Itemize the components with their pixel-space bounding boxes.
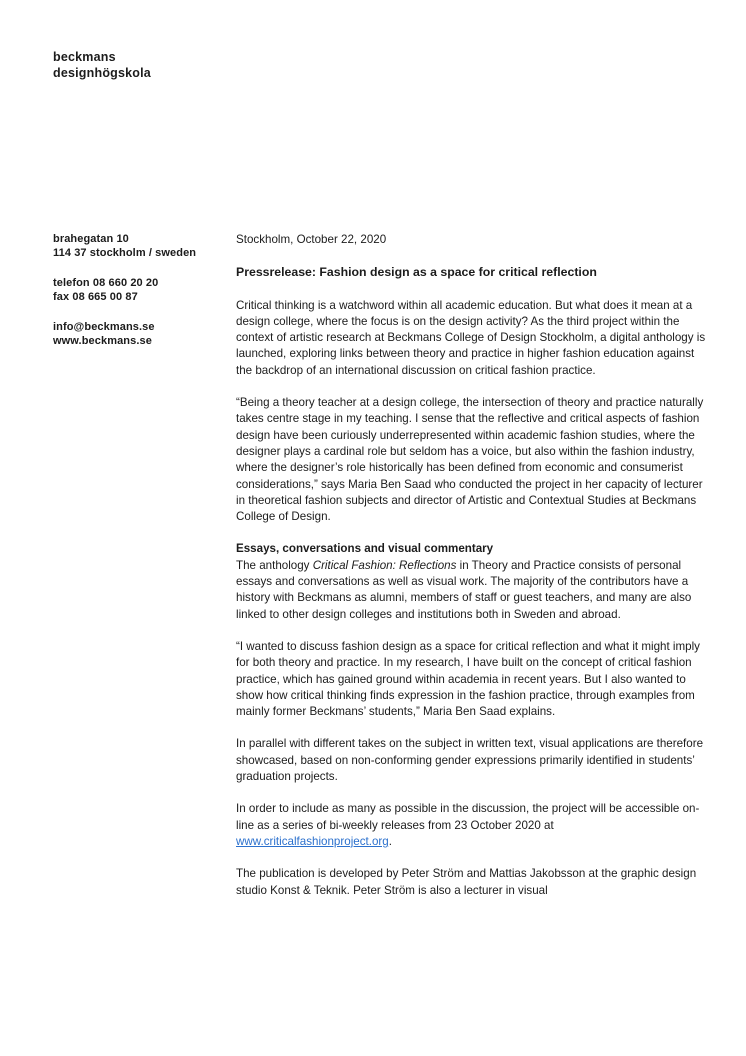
anthology-text-before: The anthology	[236, 558, 313, 572]
anthology-text-after: in Theory and Practice consists of personal essays and conversations as well as visual work. The majority of the contributors have a history with Beckmans as alumni, members of staff or guest teachers, and many are also linked to other design colleges and institutions both in Sweden and abroad.	[236, 558, 692, 621]
fax-number: fax 08 665 00 87	[53, 290, 138, 303]
press-release-body	[236, 232, 706, 915]
section-heading: Essays, conversations and visual commentary	[236, 542, 494, 556]
web-block	[53, 321, 223, 348]
website-address: www.beckmans.se	[53, 334, 152, 347]
paragraph-quote-1: “Being a theory teacher at a design college, the intersection of theory and practice naturally takes centre stage in my teaching. I sense that the reflective and critical aspects of fashion design have been curiously underrepresented within academic fashion studies, where the designer plays a cardinal role but seldom has a voice, but also within the fashion industry, where the designer’s role historically has been defined from economic and consumerist considerations,” says Maria Ben Saad who conducted the project in her capacity of lecturer in theoretical fashion subjects and director of Artistic and Contextual Studies at Beckmans College of Design.	[236, 396, 704, 524]
paragraph-publication: The publication is developed by Peter Ström and Mattias Jakobsson at the graphic design studio Konst & Teknik. Peter Ström is also a lecturer in visual	[236, 867, 697, 897]
paragraph-anthology	[236, 558, 706, 623]
release-text-before: In order to include as many as possible in the discussion, the project will be accessible on-line as a series of bi-weekly releases from 23 October 2020 at	[236, 802, 700, 832]
logo-line-1: beckmans	[53, 50, 116, 64]
critical-fashion-project-link[interactable]: www.criticalfashionproject.org	[236, 834, 389, 848]
dateline: Stockholm, October 22, 2020	[236, 233, 387, 246]
address-block	[53, 233, 223, 260]
press-release-title: Pressrelease: Fashion design as a space for critical reflection	[236, 265, 597, 280]
section-essays	[236, 541, 706, 622]
beckmans-logo	[53, 49, 151, 81]
paragraph-intro: Critical thinking is a watchword within all academic education. But what does it mean at a design college, where the focus is on the design activity? As the third project within the context of artistic research at Beckmans College of Design Stockholm, a digital anthology is launched, exploring links between theory and practice in higher fashion education against the backdrop of an international discussion on critical fashion practice.	[236, 298, 706, 377]
address-city: 114 37 stockholm / sweden	[53, 246, 197, 259]
release-text-after: .	[388, 834, 392, 848]
paragraph-quote-2: “I wanted to discuss fashion design as a space for critical reflection and what it might imply for both theory and practice. In my research, I have built on the concept of critical fashion practice, which has gained ground within academia in recent years. But I also wanted to show how critical thinking finds expression in the fashion practice, through examples from mainly former Beckmans’ students,” Maria Ben Saad explains.	[236, 639, 700, 719]
anthology-title-italic: Critical Fashion: Reflections	[312, 558, 457, 572]
paragraph-release	[236, 801, 706, 850]
phone-number: telefon 08 660 20 20	[53, 277, 159, 289]
logo-line-2: designhögskola	[53, 66, 151, 80]
paragraph-visual: In parallel with different takes on the subject in written text, visual applications are therefore showcased, based on non-conforming gender expressions primarily identified in students’ graduation projects.	[236, 737, 704, 784]
address-street: brahegatan 10	[53, 233, 129, 245]
phone-block	[53, 277, 223, 304]
contact-sidebar	[53, 233, 223, 365]
email-address: info@beckmans.se	[53, 321, 155, 333]
